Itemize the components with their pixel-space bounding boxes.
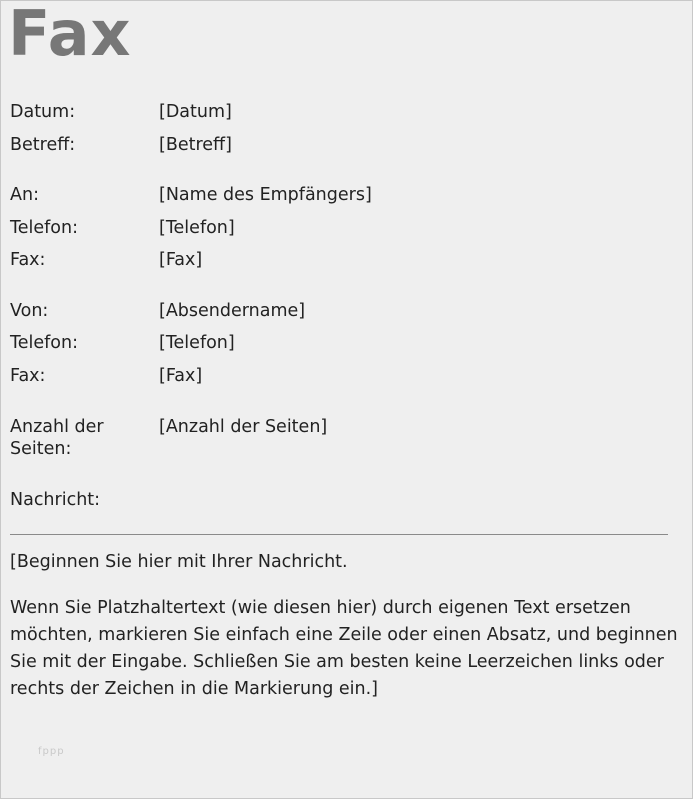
date-value[interactable]: [Datum] (159, 102, 232, 122)
document-title: Fax (8, 0, 132, 70)
message-intro[interactable]: [Beginnen Sie hier mit Ihrer Nachricht. (10, 552, 348, 572)
watermark: fppp (38, 746, 65, 757)
sender-phone-value[interactable]: [Telefon] (159, 333, 235, 353)
recipient-fax-label: Fax: (10, 250, 46, 270)
page-count-label-line1: Anzahl der (10, 417, 104, 437)
sender-name-label: Von: (10, 301, 49, 321)
recipient-name-value[interactable]: [Name des Empfängers] (159, 185, 372, 205)
recipient-fax-value[interactable]: [Fax] (159, 250, 203, 270)
sender-fax-label: Fax: (10, 366, 46, 386)
subject-label: Betreff: (10, 135, 76, 155)
recipient-name-label: An: (10, 185, 39, 205)
sender-phone-label: Telefon: (10, 333, 78, 353)
message-label: Nachricht: (10, 490, 101, 510)
recipient-phone-label: Telefon: (10, 218, 78, 238)
sender-fax-value[interactable]: [Fax] (159, 366, 203, 386)
message-divider (10, 534, 668, 535)
page-count-value[interactable]: [Anzahl der Seiten] (159, 417, 328, 437)
page-count-label (10, 416, 140, 460)
recipient-phone-value[interactable]: [Telefon] (159, 218, 235, 238)
date-label: Datum: (10, 102, 76, 122)
page-count-label-line2: Seiten: (10, 439, 72, 459)
subject-value[interactable]: [Betreff] (159, 135, 232, 155)
sender-name-value[interactable]: [Absendername] (159, 301, 306, 321)
message-body[interactable]: Wenn Sie Platzhaltertext (wie diesen hier) durch eigenen Text ersetzen möchten, markieren Sie einfach eine Zeile oder einen Absatz, und beginnen Sie mit der Eingabe. Schließen Sie am besten keine Leerzeichen links oder rechts der Zeichen in die Markierung ein.] (10, 598, 678, 699)
